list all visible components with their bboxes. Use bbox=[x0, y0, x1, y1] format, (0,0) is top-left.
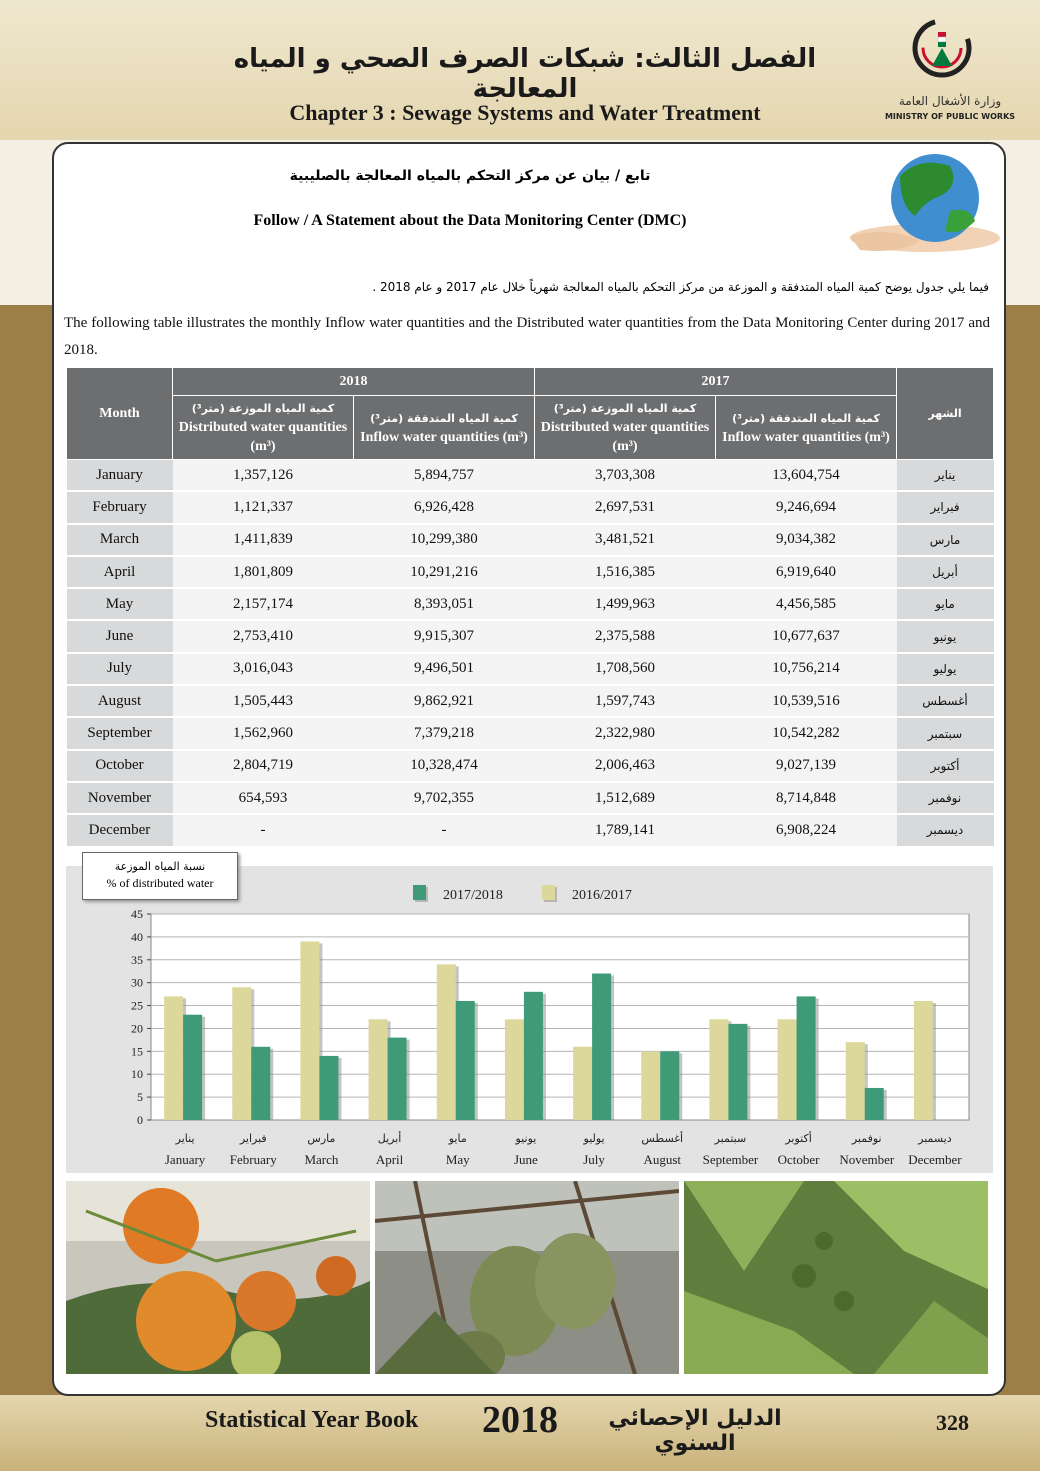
year-2018-header: 2018 bbox=[173, 368, 535, 396]
x-tick-label: October bbox=[777, 1152, 820, 1167]
ministry-name-ar: وزارة الأشغال العامة bbox=[898, 94, 1002, 108]
inflow-2018-cell: 8,393,051 bbox=[354, 588, 535, 620]
month-cell: July bbox=[67, 653, 173, 685]
distributed-2018-cell: 1,801,809 bbox=[173, 556, 354, 588]
bar-2017-2018-february bbox=[251, 1047, 270, 1120]
distributed-2017-cell: 2,697,531 bbox=[535, 491, 716, 523]
inflow-2018-cell: 5,894,757 bbox=[354, 460, 535, 492]
section-heading-ar: تابع / بيان عن مركز التحكم بالمياه المعالجة بالصليبية bbox=[289, 168, 651, 184]
table-row bbox=[67, 814, 994, 846]
month-cell: January bbox=[67, 460, 173, 492]
bar-2016-2017-august bbox=[641, 1051, 660, 1120]
inflow-2017-cell: 6,908,224 bbox=[716, 814, 897, 846]
distributed-2017-cell: 3,703,308 bbox=[535, 460, 716, 492]
distributed-2018-cell: 1,505,443 bbox=[173, 685, 354, 717]
fruit-photo bbox=[375, 1181, 679, 1374]
inflow-2018-cell: 10,291,216 bbox=[354, 556, 535, 588]
month-cell: April bbox=[67, 556, 173, 588]
month-cell: September bbox=[67, 717, 173, 749]
month-cell: December bbox=[67, 814, 173, 846]
x-tick-label-ar: أبريل bbox=[377, 1132, 402, 1145]
x-tick-label-ar: يونيو bbox=[515, 1132, 537, 1145]
footer-title-en: Statistical Year Book bbox=[205, 1407, 419, 1433]
month-cell: October bbox=[67, 750, 173, 782]
fig-leaves-image bbox=[684, 1181, 988, 1374]
x-tick-label: November bbox=[839, 1152, 895, 1167]
x-tick-label-ar: يوليو bbox=[583, 1132, 605, 1145]
x-tick-label-ar: ديسمبر bbox=[918, 1132, 952, 1145]
distributed-2018-header: كمية المياه الموزعة (متر³) Distributed water quantities (m³) bbox=[173, 396, 354, 460]
distributed-2018-cell: 2,157,174 bbox=[173, 588, 354, 620]
table-row bbox=[67, 524, 994, 556]
legend-swatch bbox=[413, 885, 426, 900]
bar-2016-2017-april bbox=[369, 1019, 388, 1120]
y-tick-label: 30 bbox=[131, 975, 143, 990]
x-tick-label: March bbox=[304, 1152, 339, 1167]
bar-2016-2017-september bbox=[709, 1019, 728, 1120]
table-row bbox=[67, 491, 994, 523]
y-tick-label: 0 bbox=[137, 1113, 143, 1127]
x-tick-label: April bbox=[375, 1152, 404, 1167]
table-row bbox=[67, 750, 994, 782]
fig-photo bbox=[684, 1181, 988, 1374]
inflow-2018-cell: 10,299,380 bbox=[354, 524, 535, 556]
footer-year: 2018 bbox=[482, 1399, 558, 1441]
month-ar-cell: أغسطس bbox=[897, 685, 994, 717]
inflow-2017-cell: 10,542,282 bbox=[716, 717, 897, 749]
table-row bbox=[67, 556, 994, 588]
bar-2016-2017-july bbox=[573, 1047, 592, 1120]
bar-2017-2018-october bbox=[797, 996, 816, 1120]
x-tick-label-ar: فبراير bbox=[239, 1132, 267, 1145]
footer-title-ar: الدليل الإحصائي السنوي bbox=[608, 1406, 782, 1456]
bar-2016-2017-january bbox=[164, 996, 183, 1120]
bar-2017-2018-september bbox=[728, 1024, 747, 1120]
inflow-2018-cell: 10,328,474 bbox=[354, 750, 535, 782]
month-header-ar: الشهر bbox=[897, 368, 994, 460]
x-tick-label: June bbox=[513, 1152, 538, 1167]
distributed-2018-cell: 1,562,960 bbox=[173, 717, 354, 749]
inflow-2018-cell: 9,702,355 bbox=[354, 782, 535, 814]
month-header: Month bbox=[67, 368, 173, 460]
y-tick-label: 45 bbox=[131, 907, 143, 921]
inflow-2017-cell: 6,919,640 bbox=[716, 556, 897, 588]
inflow-2017-cell: 9,027,139 bbox=[716, 750, 897, 782]
x-tick-label: December bbox=[908, 1152, 962, 1167]
month-ar-cell: ديسمبر bbox=[897, 814, 994, 846]
table-row bbox=[67, 460, 994, 492]
bar-2016-2017-december bbox=[914, 1001, 933, 1120]
x-tick-label-ar: يناير bbox=[175, 1132, 195, 1145]
inflow-2018-cell: 9,862,921 bbox=[354, 685, 535, 717]
x-tick-label-ar: مارس bbox=[307, 1132, 336, 1145]
month-ar-cell: يونيو bbox=[897, 620, 994, 652]
month-ar-cell: يناير bbox=[897, 460, 994, 492]
table-row bbox=[67, 685, 994, 717]
distributed-2017-cell: 1,789,141 bbox=[535, 814, 716, 846]
month-ar-cell: مارس bbox=[897, 524, 994, 556]
distributed-water-bar-chart bbox=[66, 866, 993, 1173]
intro-paragraph-ar: فيما يلي جدول يوضح كمية المياه المتدفقة و الموزعة من مركز التحكم بالمياه المعالجة شهرياً خلال عام 2017 و عام 2018 . bbox=[372, 280, 989, 294]
x-tick-label: August bbox=[643, 1152, 682, 1167]
inflow-2017-cell: 10,756,214 bbox=[716, 653, 897, 685]
inflow-2017-header: كمية المياه المتدفقة (متر³) Inflow water quantities (m³) bbox=[716, 396, 897, 460]
month-ar-cell: فبراير bbox=[897, 491, 994, 523]
x-tick-label-ar: مايو bbox=[448, 1132, 467, 1145]
year-2017-header: 2017 bbox=[535, 368, 897, 396]
inflow-2018-cell: - bbox=[354, 814, 535, 846]
fruit-image bbox=[375, 1181, 679, 1374]
x-tick-label: January bbox=[164, 1152, 206, 1167]
water-quantities-table bbox=[66, 367, 994, 848]
page-number: 328 bbox=[936, 1410, 969, 1435]
legend-label: 2016/2017 bbox=[572, 888, 632, 903]
distributed-2018-cell: 1,357,126 bbox=[173, 460, 354, 492]
section-heading-en: Follow / A Statement about the Data Monitoring Center (DMC) bbox=[253, 212, 687, 229]
inflow-2017-cell: 4,456,585 bbox=[716, 588, 897, 620]
chapter-title-en: Chapter 3 : Sewage Systems and Water Treatment bbox=[289, 100, 761, 125]
x-tick-label-ar: سبتمبر bbox=[714, 1132, 747, 1145]
x-tick-label: September bbox=[702, 1152, 759, 1167]
x-tick-label: July bbox=[583, 1152, 605, 1167]
chart-label-en: % of distributed water bbox=[106, 876, 214, 890]
inflow-2018-cell: 9,496,501 bbox=[354, 653, 535, 685]
distributed-2017-cell: 1,516,385 bbox=[535, 556, 716, 588]
distributed-2018-cell: 654,593 bbox=[173, 782, 354, 814]
distributed-2017-cell: 1,512,689 bbox=[535, 782, 716, 814]
table-row bbox=[67, 653, 994, 685]
distributed-2018-cell: 1,121,337 bbox=[173, 491, 354, 523]
month-ar-cell: يوليو bbox=[897, 653, 994, 685]
chart-y-label-box bbox=[82, 852, 238, 900]
bar-2016-2017-november bbox=[846, 1042, 865, 1120]
tomato-image bbox=[66, 1181, 370, 1374]
distributed-2017-cell: 2,322,980 bbox=[535, 717, 716, 749]
month-cell: June bbox=[67, 620, 173, 652]
bar-2016-2017-may bbox=[437, 964, 456, 1120]
tomato-photo bbox=[66, 1181, 370, 1374]
month-cell: May bbox=[67, 588, 173, 620]
inflow-2018-header: كمية المياه المتدفقة (متر³) Inflow water quantities (m³) bbox=[354, 396, 535, 460]
month-cell: August bbox=[67, 685, 173, 717]
bar-2016-2017-october bbox=[778, 1019, 797, 1120]
distributed-2017-cell: 2,375,588 bbox=[535, 620, 716, 652]
bar-2017-2018-january bbox=[183, 1015, 202, 1120]
month-ar-cell: أكتوبر bbox=[897, 750, 994, 782]
inflow-2017-cell: 13,604,754 bbox=[716, 460, 897, 492]
inflow-2017-cell: 8,714,848 bbox=[716, 782, 897, 814]
bar-2017-2018-march bbox=[319, 1056, 338, 1120]
x-tick-label: February bbox=[229, 1152, 277, 1167]
month-ar-cell: مايو bbox=[897, 588, 994, 620]
inflow-2017-cell: 10,539,516 bbox=[716, 685, 897, 717]
bar-2016-2017-march bbox=[300, 941, 319, 1120]
x-tick-label-ar: نوفمبر bbox=[851, 1132, 882, 1145]
table-row bbox=[67, 717, 994, 749]
distributed-2017-cell: 3,481,521 bbox=[535, 524, 716, 556]
bar-2017-2018-november bbox=[865, 1088, 884, 1120]
chart-label-ar: نسبة المياه الموزعة bbox=[114, 860, 206, 873]
chapter-title-ar: الفصل الثالث: شبكات الصرف الصحي و المياه المعالجة bbox=[233, 44, 817, 104]
bar-2017-2018-april bbox=[388, 1038, 407, 1120]
bar-2017-2018-june bbox=[524, 992, 543, 1120]
month-cell: November bbox=[67, 782, 173, 814]
legend-label: 2017/2018 bbox=[443, 888, 503, 903]
x-tick-label-ar: أغسطس bbox=[641, 1132, 684, 1145]
x-tick-label-ar: أكتوبر bbox=[785, 1132, 812, 1145]
distributed-2018-cell: - bbox=[173, 814, 354, 846]
bar-2016-2017-february bbox=[232, 987, 251, 1120]
y-tick-label: 20 bbox=[131, 1021, 143, 1036]
table-row bbox=[67, 588, 994, 620]
y-tick-label: 25 bbox=[131, 998, 143, 1013]
x-tick-label: May bbox=[445, 1152, 470, 1167]
bar-2017-2018-may bbox=[456, 1001, 475, 1120]
ministry-logo-icon bbox=[912, 18, 972, 78]
distributed-2018-cell: 2,804,719 bbox=[173, 750, 354, 782]
globe-in-hands-icon bbox=[840, 146, 1000, 256]
inflow-2017-cell: 9,246,694 bbox=[716, 491, 897, 523]
distributed-2017-cell: 1,708,560 bbox=[535, 653, 716, 685]
distributed-2017-cell: 2,006,463 bbox=[535, 750, 716, 782]
distributed-2017-cell: 1,499,963 bbox=[535, 588, 716, 620]
inflow-2017-cell: 9,034,382 bbox=[716, 524, 897, 556]
bar-2017-2018-july bbox=[592, 974, 611, 1120]
table-row bbox=[67, 782, 994, 814]
month-ar-cell: سبتمبر bbox=[897, 717, 994, 749]
y-tick-label: 15 bbox=[131, 1044, 143, 1059]
y-tick-label: 35 bbox=[131, 952, 143, 967]
month-cell: February bbox=[67, 491, 173, 523]
inflow-2018-cell: 7,379,218 bbox=[354, 717, 535, 749]
inflow-2018-cell: 6,926,428 bbox=[354, 491, 535, 523]
inflow-2018-cell: 9,915,307 bbox=[354, 620, 535, 652]
y-tick-label: 5 bbox=[137, 1090, 143, 1105]
month-cell: March bbox=[67, 524, 173, 556]
table-row bbox=[67, 620, 994, 652]
bar-2017-2018-august bbox=[660, 1051, 679, 1120]
legend-swatch bbox=[542, 885, 555, 900]
inflow-2017-cell: 10,677,637 bbox=[716, 620, 897, 652]
y-tick-label: 10 bbox=[131, 1067, 143, 1082]
month-ar-cell: أبريل bbox=[897, 556, 994, 588]
intro-paragraph-en: The following table illustrates the monthly Inflow water quantities and the Distributed water quantities from the Data Monitoring Center during 2017 and 2018. bbox=[64, 315, 990, 358]
ministry-name-en: MINISTRY OF PUBLIC WORKS bbox=[884, 112, 1016, 121]
month-ar-cell: نوفمبر bbox=[897, 782, 994, 814]
distributed-2018-cell: 3,016,043 bbox=[173, 653, 354, 685]
distributed-2017-cell: 1,597,743 bbox=[535, 685, 716, 717]
y-tick-label: 40 bbox=[131, 929, 143, 944]
bar-2016-2017-june bbox=[505, 1019, 524, 1120]
distributed-2018-cell: 1,411,839 bbox=[173, 524, 354, 556]
distributed-2017-header: كمية المياه الموزعة (متر³) Distributed water quantities (m³) bbox=[535, 396, 716, 460]
distributed-2018-cell: 2,753,410 bbox=[173, 620, 354, 652]
